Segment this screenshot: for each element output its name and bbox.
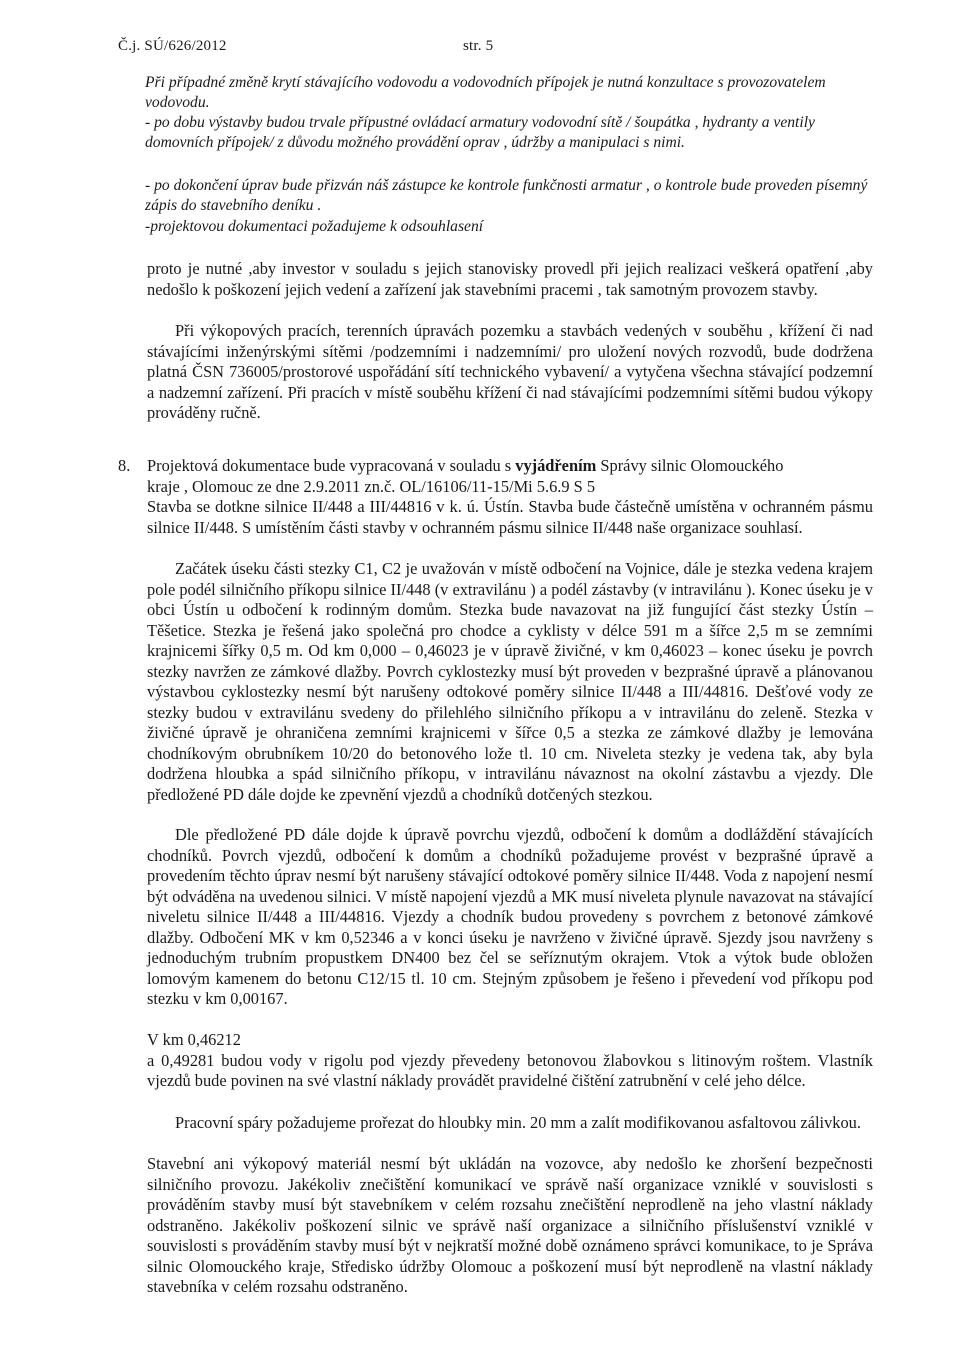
paragraph-investor-obligation: proto je nutné ,aby investor v souladu s jejich stanovisky provedl při jejich realizaci veškerá opatření ,aby nedošlo k poškození jejich vedení a zařízení jak stavebními pracemi , tak samotným provozem stavby. [147, 259, 873, 299]
paragraph-driveways: Dle předložené PD dále dojde k úpravě povrchu vjezdů, odbočení k domům a dodláždění stávajících chodníků. Povrch vjezdů, odbočení k domům a chodníků požadujeme provést v bezprašné úpravě a provedením těchto úprav nesmí být narušeny stávající odtokové poměry silnice II/448. Voda z napojení nesmí být odváděna na uvedenou silnici. V místě napojení vjezdů a MK musí niveleta plynule navazovat na stávající niveletu silnice II/448 a III/44816. Vjezdy a chodník budou provedeny s povrchem z betonové zámkové dlažby. Odbočení MK v km 0,52346 a v konci úseku je navrženo v živičné úpravě. Sjezdy jsou navrženy s jednoduchým trubním propustkem DN400 bez čel se seříznutým okrajem. Vtok a výtok bude obložen lomovým kamenem do betonu C12/15 tl. 10 cm. Stejným způsobem je řešeno i převedení vod příkopu pod stezku v km 0,00167. [147, 825, 873, 1008]
italic-paragraph-inspection: - po dokončení úprav bude přizván náš zástupce ke kontrole funkčnosti armatur , o kontrole bude proveden písemný zápis do stavebního deníku . [145, 177, 868, 214]
reference-number: Č.j. SÚ/626/2012 [118, 38, 227, 54]
paragraph-drainage [147, 1030, 873, 1092]
page-number: str. 5 [463, 38, 494, 54]
italic-paragraph-armatures: - po dobu výstavby budou trvale přípustné ovládací armatury vodovodní sítě / šoupátka , hydranty a ventily domovních přípojek/ z důvodu možného provádění oprav , údržby a manipulaci s nimi. [145, 114, 815, 151]
paragraph-road-impact: Stavba se dotkne silnice II/448 a III/44816 v k. ú. Ústín. Stavba bude částečně umístěna v ochranném pásmu silnice II/448. S umístěním části stavby v ochranném pásmu silnice II/448 naše organizace souhlasí. [147, 497, 873, 537]
intro-text-before: Projektová dokumentace bude vypracovaná v souladu s [147, 456, 512, 475]
drainage-rest: a 0,49281 budou vody v rigolu pod vjezdy převedeny betonovou žlabovkou s litinovým roštem. Vlastník vjezdů bude povinen na své vlastní náklady provádět pravidelné čištění zatrubnění v celé jeho délce. [147, 1050, 873, 1090]
section-8-intro [147, 456, 873, 497]
intro-reference-line: kraje , Olomouc ze dne 2.9.2011 zn.č. OL/16106/11-15/Mi 5.6.9 S 5 [147, 476, 596, 496]
paragraph-cycle-path-description: Začátek úseku části stezky C1, C2 je uvažován v místě odbočení na Vojnice, dále je stezka vedena krajem pole podél silničního příkopu silnice II/448 (v extravilánu ) a podél zástavby (v intravilánu ). Konec úseku je v obci Ústín u odbočení k rodinným domům. Stezka bude navazovat na již fungující část stezky Ústín – Těšetice. Stezka je řešená jako společná pro chodce a cyklisty v délce 591 m a šířce 2,5 m se zemními krajnicemi šířky 0,5 m. Od km 0,000 – 0,46023 je v úpravě živičné, v km 0,46023 – konec úseku je povrch stezky navržen ze zámkové dlažby. Povrch cyklostezky musí být proveden v bezprašné úpravě a plánovanou výstavbou cyklostezky nesmí být narušeny odtokové poměry silnice II/448 a III/44816. Dešťové vody ze stezky budou v extravilánu svedeny do přilehlého silničního příkopu a v intravilánu do zeleně. Stezka v živičné úpravě je ohraničena zemními krajnicemi v šířce 0,5 a stezka ze zámkové dlažby je lemována chodníkovým obrubníkem 10/20 do betonového lože tl. 10 cm. Niveleta stezky je vedena tak, aby byla dodržena hloubka a spád silničního příkopu, v intravilánu návaznost na okolní zástavbu a vjezdy. Dle předložené PD dále dojde ke zpevnění vjezdů a chodníků dotčených stezkou. [147, 559, 873, 804]
drainage-km-line: V km 0,46212 [147, 1030, 241, 1049]
paragraph-construction-material: Stavební ani výkopový materiál nesmí být ukládán na vozovce, aby nedošlo ke zhoršení bezpečnosti silničního provozu. Jakékoliv znečištění komunikací ve správě naší organizace vzniklé v souvislosti s prováděním stavby musí být stavebníkem v celém rozsahu znečištění neprodleně na jeho vlastní náklady odstraněno. Jakékoliv poškození silnic ve správě naší organizace a silničního příslušenství vzniklé v souvislosti s prováděním stavby musí být v nejkratší možné době oznámeno správci komunikace, to je Správa silnic Olomouckého kraje, Středisko údržby Olomouc a poškození musí být neprodleně na vlastní náklady stavebníka v celém rozsahu odstraněno. [147, 1154, 873, 1296]
intro-bold-word: vyjádřením [515, 456, 597, 475]
intro-text-after: Správy silnic Olomouckého [600, 456, 784, 475]
paragraph-excavation-works: Při výkopových pracích, terenních úpravách pozemku a stavbách vedených v souběhu , křížení či nad stávajícími inženýrskými sítěmi /podzemními i nadzemními/ pro uložení nových rozvodů, bude dodržena platná ČSN 736005/prostorové uspořádání sítí technického vybavení/ a vytyčena všechna stávající podzemní a nadzemní zařízení. Při pracích v místě souběhu křížení či nad stávajícími podzemními sítěmi budou výkopy prováděny ručně. [147, 321, 873, 422]
section-number: 8. [118, 456, 131, 475]
italic-paragraph-consultation: Při případné změně krytí stávajícího vodovodu a vodovodních přípojek je nutná konzultace s provozovatelem vodovodu. [145, 74, 826, 111]
paragraph-joints: Pracovní spáry požadujeme prořezat do hloubky min. 20 mm a zalít modifikovanou asfaltovou zálivkou. [175, 1113, 861, 1132]
italic-paragraph-approval: -projektovou dokumentaci požadujeme k odsouhlasení [145, 218, 484, 235]
